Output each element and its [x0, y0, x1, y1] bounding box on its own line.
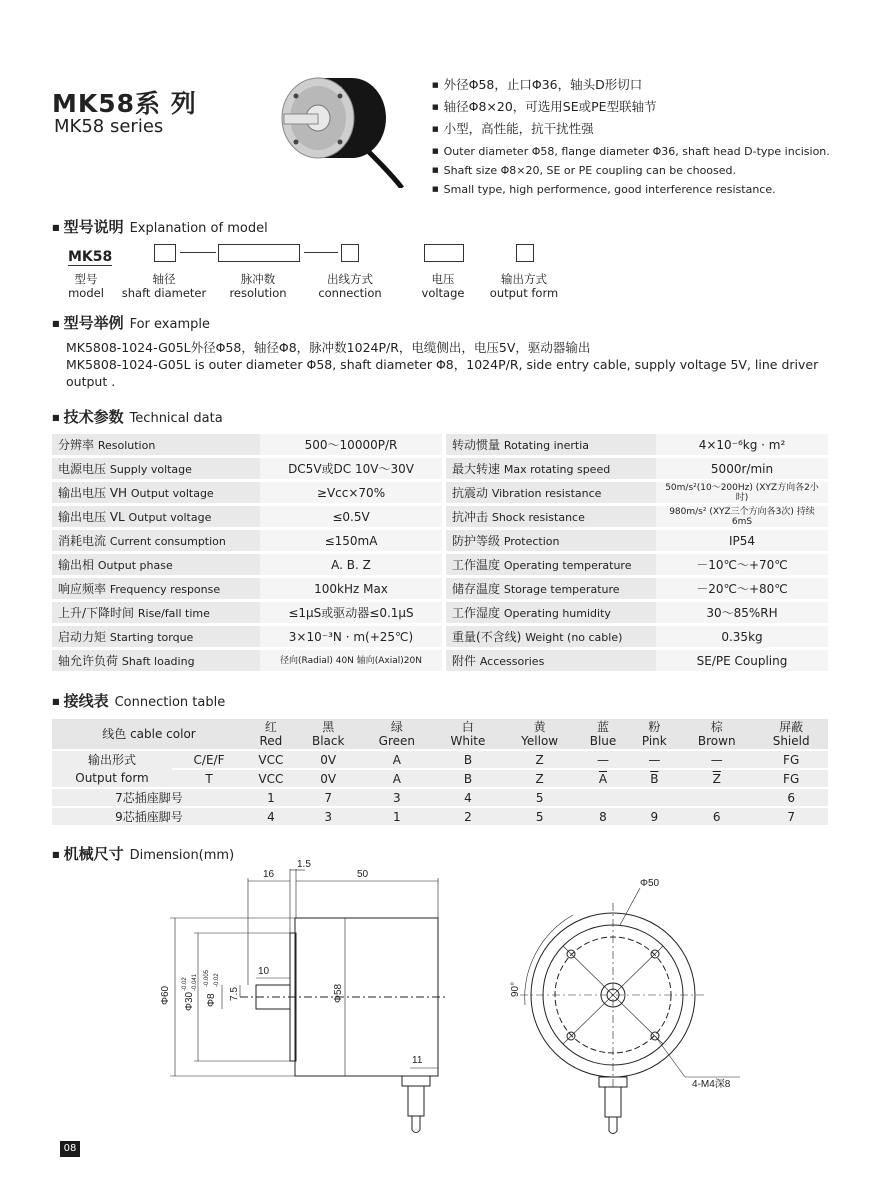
- tech-row: [52, 506, 828, 527]
- dim-holes: 4-M4深8: [692, 1079, 731, 1090]
- conn-row-label: 9芯插座脚号: [52, 808, 246, 825]
- dim-1-5: 1.5: [297, 859, 311, 870]
- conn-cell: 3: [361, 789, 434, 806]
- dim-phi8-tol-dn: -0.02: [214, 973, 220, 987]
- tech-label-left: 分辨率 Resolution: [52, 434, 260, 455]
- conn-cell: [630, 789, 680, 806]
- model-prefix: MK58: [68, 249, 113, 265]
- feature-cn-3: ■ 小型，高性能，抗干扰性强: [432, 118, 657, 140]
- tech-value-left: A. B. Z: [260, 554, 442, 575]
- tech-label-right: 防护等级 Protection: [446, 530, 656, 551]
- model-box-shaft: [154, 244, 176, 262]
- series-title-cn: MK58系 列: [52, 89, 197, 118]
- conn-cell: 4: [246, 808, 296, 825]
- conn-color-shield: 屏蔽 Shield: [754, 719, 828, 749]
- conn-cell: $\overline{A}$: [577, 770, 630, 787]
- dim-phi8-tol-up: -0.005: [204, 969, 210, 987]
- conn-cell: $\overline{B}$: [630, 770, 680, 787]
- tech-label-right: 抗冲击 Shock resistance: [446, 506, 656, 527]
- conn-cell: B: [433, 770, 503, 787]
- tech-label-right: 转动惯量 Rotating inertia: [446, 434, 656, 455]
- tech-value-right: 0.35kg: [656, 626, 828, 647]
- conn-color-black: 黑 Black: [296, 719, 361, 749]
- tech-label-right: 工作温度 Operating temperature: [446, 554, 656, 575]
- dim-phi30-tol-up: -0.02: [182, 977, 188, 991]
- tech-value-right: IP54: [656, 530, 828, 551]
- model-dash-2: [304, 252, 338, 253]
- tech-value-left: 500～10000P/R: [260, 434, 442, 455]
- encoder-product-image: [262, 70, 412, 188]
- tech-row: [52, 458, 828, 479]
- tech-row: [52, 602, 828, 623]
- tech-value-left: DC5V或DC 10V～30V: [260, 458, 442, 479]
- conn-cell: 5: [503, 808, 577, 825]
- tech-label-left: 输出电压 VL Output voltage: [52, 506, 260, 527]
- example-line-en: MK5808-1024-G05L is outer diameter Φ58, shaft diameter Φ8，1024P/R, side entry cable, supply voltage 5V, line driver output .: [66, 357, 819, 389]
- tech-value-left: ≤150mA: [260, 530, 442, 551]
- conn-cell: 1: [246, 789, 296, 806]
- tech-label-right: 重量(不含线) Weight (no cable): [446, 626, 656, 647]
- dim-phi60: Φ60: [160, 985, 171, 1005]
- conn-cell: A: [361, 770, 434, 787]
- tech-label-left: 输出电压 VH Output voltage: [52, 482, 260, 503]
- model-box-voltage: [424, 244, 464, 262]
- tech-row: [52, 578, 828, 599]
- feature-en-1: ■ Outer diameter Φ58, flange diameter Φ36, shaft head D-type incision.: [432, 142, 830, 161]
- conn-row-label: C/E/F: [172, 751, 246, 768]
- tech-value-right: －10℃～+70℃: [656, 554, 828, 575]
- tech-value-right: －20℃～+80℃: [656, 578, 828, 599]
- conn-output-form-label: 输出形式 Output form: [52, 751, 172, 787]
- conn-header-row: [52, 719, 828, 749]
- tech-label-right: 抗震动 Vibration resistance: [446, 482, 656, 503]
- tech-label-right: 附件 Accessories: [446, 650, 656, 671]
- feature-en-2: ■ Shaft size Φ8×20, SE or PE coupling can be choosed.: [432, 161, 830, 180]
- conn-cell: Z: [503, 751, 577, 768]
- example-text: [66, 339, 826, 390]
- page-number: 08: [60, 1141, 80, 1157]
- conn-cell: 8: [577, 808, 630, 825]
- model-field-connection: 出线方式 connection: [318, 272, 382, 300]
- conn-color-white: 白 White: [433, 719, 503, 749]
- tech-value-right: 4×10⁻⁶kg · m²: [656, 434, 828, 455]
- conn-cell: VCC: [246, 751, 296, 768]
- conn-header-label: 线色 cable color: [52, 719, 246, 749]
- tech-label-right: 工作湿度 Operating humidity: [446, 602, 656, 623]
- tech-value-left: 径向(Radial) 40N 轴向(Axial)20N: [260, 650, 442, 671]
- tech-label-right: 储存温度 Storage temperature: [446, 578, 656, 599]
- tech-row: [52, 650, 828, 671]
- tech-label-left: 电源电压 Supply voltage: [52, 458, 260, 479]
- conn-cell: —: [630, 751, 680, 768]
- tech-value-left: ≤1μS或驱动器≤0.1μS: [260, 602, 442, 623]
- tech-row: [52, 626, 828, 647]
- example-line-cn: MK5808-1024-G05L外径Φ58，轴径Φ8，脉冲数1024P/R，电缆侧出，电压5V，驱动器输出: [66, 340, 591, 355]
- dim-10: 10: [258, 966, 270, 977]
- section-heading-connection: ■ 接线表 Connection table: [52, 692, 226, 710]
- tech-label-left: 消耗电流 Current consumption: [52, 530, 260, 551]
- tech-value-right: SE/PE Coupling: [656, 650, 828, 671]
- tech-value-right: 5000r/min: [656, 458, 828, 479]
- conn-cell: FG: [754, 751, 828, 768]
- conn-cell: [577, 789, 630, 806]
- conn-row-9pin: [52, 808, 828, 825]
- tech-row: [52, 434, 828, 455]
- model-field-output: 输出方式 output form: [489, 272, 559, 300]
- section-heading-example: ■ 型号举例 For example: [52, 314, 210, 332]
- conn-row-label: 7芯插座脚号: [52, 789, 246, 806]
- conn-color-red: 红 Red: [246, 719, 296, 749]
- conn-cell: 7: [754, 808, 828, 825]
- feature-cn-2: ■ 轴径Φ8×20，可选用SE或PE型联轴节: [432, 96, 657, 118]
- dim-phi8: Φ8: [206, 993, 217, 1007]
- conn-row-cef: [52, 751, 828, 768]
- feature-cn-1: ■ 外径Φ58，止口Φ36，轴头D形切口: [432, 74, 657, 96]
- model-field-shaft: 轴径 shaft diameter: [121, 272, 207, 300]
- conn-cell: 7: [296, 789, 361, 806]
- conn-color-yellow: 黄 Yellow: [503, 719, 577, 749]
- model-box-connection: [341, 244, 359, 262]
- conn-cell: 2: [433, 808, 503, 825]
- section-heading-dimension: ■ 机械尺寸 Dimension(mm): [52, 845, 235, 863]
- tech-label-left: 轴允许负荷 Shaft loading: [52, 650, 260, 671]
- conn-cell: 9: [630, 808, 680, 825]
- conn-cell: 0V: [296, 770, 361, 787]
- conn-cell: $\overline{Z}$: [679, 770, 754, 787]
- feature-en-3: ■ Small type, high performence, good interference resistance.: [432, 180, 830, 199]
- conn-color-green: 绿 Green: [361, 719, 434, 749]
- tech-label-left: 响应频率 Frequency response: [52, 578, 260, 599]
- dimension-drawing: [140, 855, 760, 1140]
- conn-cell: 5: [503, 789, 577, 806]
- conn-row-7pin: [52, 789, 828, 806]
- features-cn: [432, 74, 657, 140]
- dim-phi30: Φ30: [184, 991, 195, 1011]
- conn-row-label: T: [172, 770, 246, 787]
- dim-phi50: Φ50: [640, 878, 660, 889]
- conn-cell: VCC: [246, 770, 296, 787]
- conn-cell: 6: [754, 789, 828, 806]
- tech-data-table: [52, 431, 828, 674]
- dim-7-5: 7.5: [229, 987, 240, 1001]
- tech-label-right: 最大转速 Max rotating speed: [446, 458, 656, 479]
- tech-value-right: 980m/s² (XYZ三个方向各3次) 持续6mS: [656, 506, 828, 527]
- tech-label-left: 启动力矩 Starting torque: [52, 626, 260, 647]
- model-dash-1: [180, 252, 216, 253]
- conn-cell: B: [433, 751, 503, 768]
- conn-cell: 1: [361, 808, 434, 825]
- tech-value-left: 100kHz Max: [260, 578, 442, 599]
- conn-cell: 4: [433, 789, 503, 806]
- model-box-resolution: [218, 244, 300, 262]
- conn-color-brown: 棕 Brown: [679, 719, 754, 749]
- tech-value-right: 50m/s²(10～200Hz) (XYZ方向各2小时): [656, 482, 828, 503]
- conn-cell: A: [361, 751, 434, 768]
- tech-label-left: 输出相 Output phase: [52, 554, 260, 575]
- tech-row: [52, 554, 828, 575]
- model-box-output: [516, 244, 534, 262]
- tech-label-left: 上升/下降时间 Rise/fall time: [52, 602, 260, 623]
- section-heading-model: ■ 型号说明 Explanation of model: [52, 218, 268, 236]
- dim-16: 16: [263, 869, 275, 880]
- conn-cell: 3: [296, 808, 361, 825]
- conn-cell: —: [679, 751, 754, 768]
- dim-phi30-tol-dn: -0.041: [192, 973, 198, 991]
- conn-cell: 0V: [296, 751, 361, 768]
- tech-row: [52, 482, 828, 503]
- conn-cell: [679, 789, 754, 806]
- conn-cell: Z: [503, 770, 577, 787]
- tech-value-left: ≥Vcc×70%: [260, 482, 442, 503]
- dim-angle-90: 90°: [510, 981, 521, 997]
- dim-11: 11: [412, 1055, 423, 1066]
- features-en: [432, 142, 830, 199]
- connection-table: [52, 717, 828, 827]
- tech-row: [52, 530, 828, 551]
- dim-phi58: Φ58: [333, 983, 344, 1003]
- conn-cell: FG: [754, 770, 828, 787]
- section-heading-tech: ■ 技术参数 Technical data: [52, 408, 223, 426]
- tech-value-right: 30～85%RH: [656, 602, 828, 623]
- tech-value-left: 3×10⁻³N · m(+25℃): [260, 626, 442, 647]
- model-field-model: 型号 model: [68, 272, 104, 300]
- conn-color-pink: 粉 Pink: [630, 719, 680, 749]
- dim-50: 50: [357, 869, 369, 880]
- tech-value-left: ≤0.5V: [260, 506, 442, 527]
- conn-cell: —: [577, 751, 630, 768]
- model-field-voltage: 电压 voltage: [421, 272, 465, 300]
- conn-cell: 6: [679, 808, 754, 825]
- model-field-resolution: 脉冲数 resolution: [229, 272, 287, 300]
- conn-color-blue: 蓝 Blue: [577, 719, 630, 749]
- series-title-en: MK58 series: [54, 116, 164, 137]
